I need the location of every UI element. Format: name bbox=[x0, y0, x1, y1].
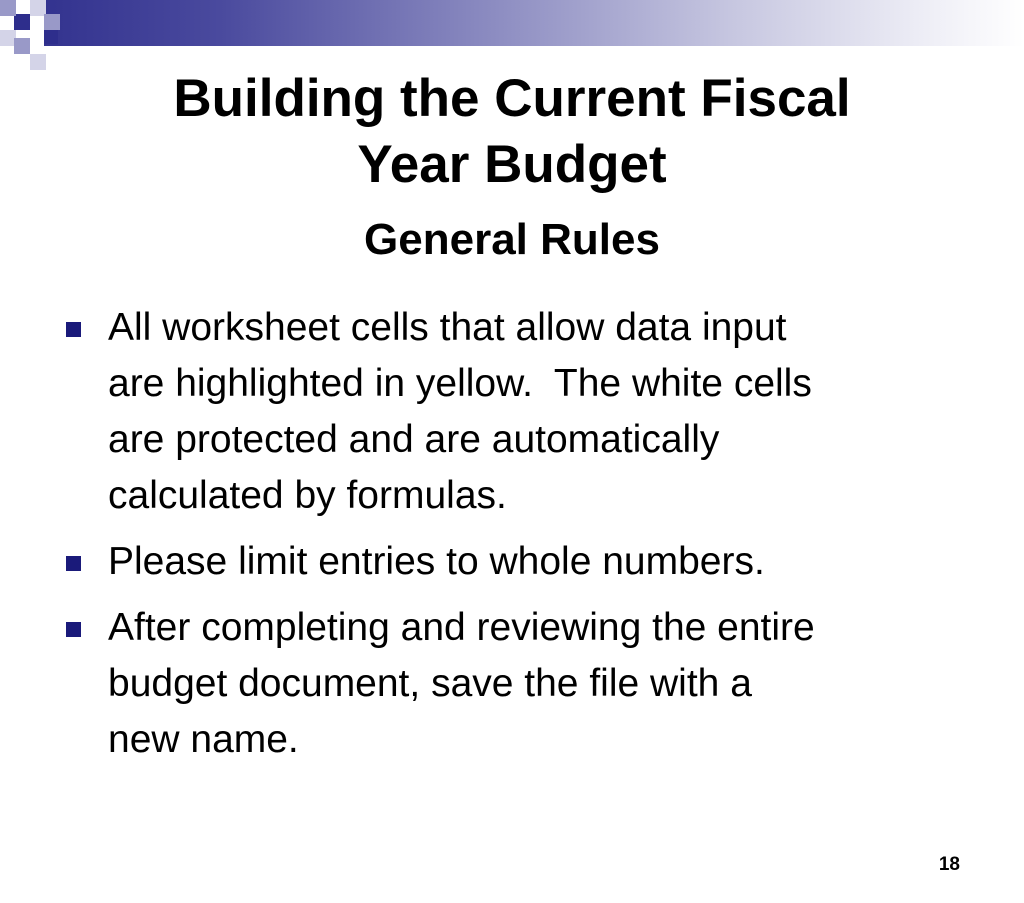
bullet-text bbox=[108, 540, 765, 583]
square-bullet-icon bbox=[66, 322, 81, 337]
slide-title-line1: Building the Current Fiscal bbox=[173, 69, 851, 128]
page-number: 18 bbox=[938, 854, 960, 875]
slide-title-line2: Year Budget bbox=[357, 135, 667, 194]
bullet-text bbox=[108, 306, 812, 517]
slide-title bbox=[0, 66, 1024, 198]
bullet-text bbox=[108, 606, 815, 761]
bullet-line: calculated by formulas. bbox=[108, 474, 507, 517]
square-bullet-icon bbox=[66, 556, 81, 571]
header-gradient-bar bbox=[44, 0, 1024, 46]
bullet-line: Please limit entries to whole numbers. bbox=[108, 540, 765, 583]
bullet-line: new name. bbox=[108, 718, 299, 761]
bullet-item bbox=[66, 534, 976, 590]
bullet-item bbox=[66, 600, 976, 768]
bullet-line: are protected and are automatically bbox=[108, 418, 720, 461]
bullet-line: are highlighted in yellow. The white cells bbox=[108, 362, 812, 405]
bullet-line: budget document, save the file with a bbox=[108, 662, 752, 705]
bullet-list bbox=[66, 300, 976, 778]
bullet-line: All worksheet cells that allow data input bbox=[108, 306, 787, 349]
bullet-line: After completing and reviewing the entire bbox=[108, 606, 815, 649]
square-bullet-icon bbox=[66, 622, 81, 637]
slide-subtitle: General Rules bbox=[364, 215, 660, 264]
bullet-item bbox=[66, 300, 976, 524]
